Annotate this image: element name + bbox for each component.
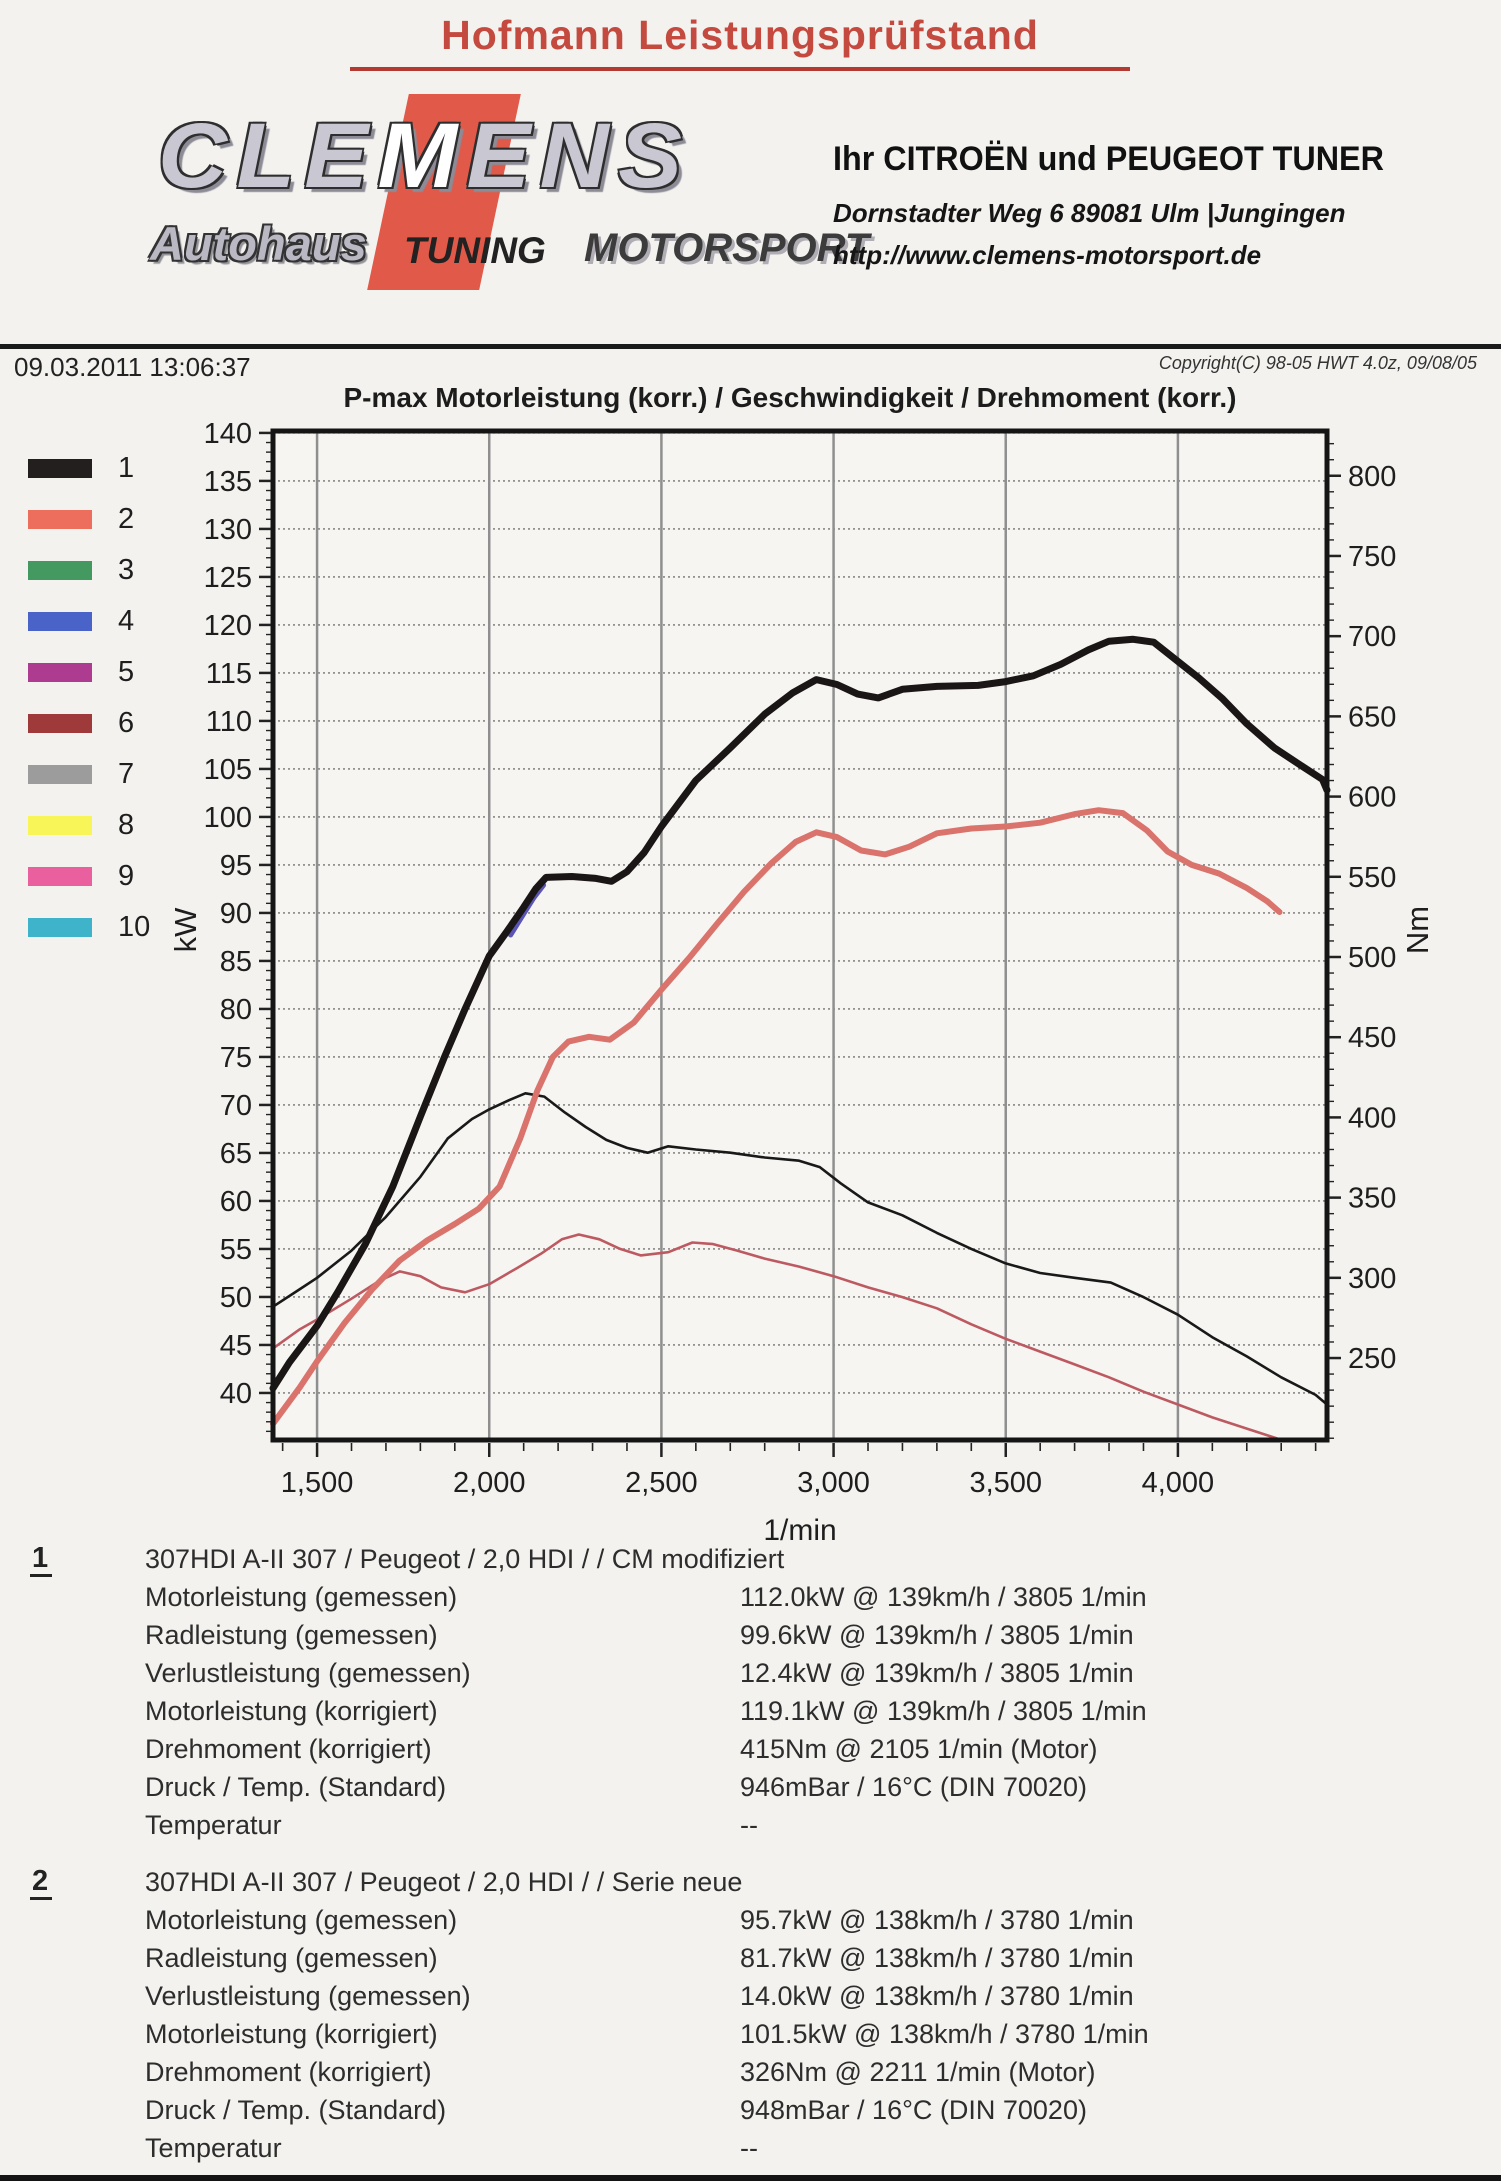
tick-label-rpm: 1,500 [280,1467,354,1499]
result-label: Verlustleistung (gemessen) [145,1981,471,2011]
result-label: Motorleistung (gemessen) [145,1582,458,1612]
tick-label-nm: 450 [1348,1022,1397,1055]
tick-label-rpm: 3,500 [969,1467,1043,1499]
result-row [30,1806,1210,1844]
result-value: 326Nm @ 2211 1/min (Motor) [740,2057,1096,2087]
tick-label-kw: 125 [203,561,252,594]
result-value: 101.5kW @ 138km/h / 3780 1/min [740,2019,1149,2049]
tick-label-kw: 120 [203,609,252,642]
tick-label-kw: 80 [219,993,252,1026]
result-label: Druck / Temp. (Standard) [145,2095,447,2125]
tick-label-kw: 40 [219,1377,252,1410]
result-row [30,1901,1210,1939]
tick-label-nm: 350 [1348,1182,1397,1215]
result-row [30,1654,1210,1692]
result-block-2 [30,1863,1210,2167]
tick-label-nm: 550 [1348,861,1397,894]
result-row [30,1692,1210,1730]
tick-label-nm: 800 [1348,460,1397,493]
legend-label: 2 [118,502,135,535]
result-label: Druck / Temp. (Standard) [145,1772,447,1802]
legend-label: 3 [118,553,135,586]
company-address: Dornstadter Weg 6 89081 Ulm |Jungingen [833,198,1346,228]
legend-label: 7 [118,757,135,790]
company-website: http://www.clemens-motorsport.de [833,240,1262,270]
scan-edge [0,2175,1501,2181]
result-value: 95.7kW @ 138km/h / 3780 1/min [740,1905,1134,1935]
tick-label-rpm: 3,000 [797,1467,870,1499]
company-tagline: Ihr CITROËN und PEUGEOT TUNER [833,140,1384,178]
brand-logo-ens: ENS [466,105,692,207]
result-row [30,2053,1210,2091]
result-label: Temperatur [145,1810,282,1840]
result-label: Motorleistung (korrigiert) [145,1696,438,1726]
result-value: 14.0kW @ 138km/h / 3780 1/min [740,1981,1134,2011]
chart-title: P-max Motorleistung (korr.) / Geschwindigkeit / Drehmoment (korr.) [343,382,1237,413]
legend-label: 8 [118,808,135,841]
tick-label-nm: 400 [1348,1102,1397,1135]
tick-label-kw: 130 [203,513,252,546]
result-label: Drehmoment (korrigiert) [145,1734,432,1764]
tick-label-kw: 60 [219,1185,252,1218]
result-value: -- [740,1810,758,1840]
tick-label-kw: 75 [219,1041,252,1074]
tick-label-rpm: 2,500 [625,1467,698,1499]
result-value: 112.0kW @ 139km/h / 3805 1/min [740,1582,1147,1612]
logo-tuning-label: TUNING [404,230,546,271]
legend-label: 4 [118,604,135,637]
legend-label: 9 [118,859,135,892]
result-row [30,1768,1210,1806]
tick-label-kw: 140 [203,417,252,450]
result-value: -- [740,2133,758,2163]
tick-label-kw: 95 [219,849,252,882]
result-row [30,2091,1210,2129]
run-number: 2 [30,1865,52,1900]
tick-label-nm: 750 [1348,540,1397,573]
legend-label: 1 [118,451,135,484]
tick-label-kw: 65 [219,1137,252,1170]
result-value: 946mBar / 16°C (DIN 70020) [740,1772,1087,1802]
measurement-datetime: 09.03.2011 13:06:37 [14,352,251,382]
result-row [30,1616,1210,1654]
result-row [30,1730,1210,1768]
tick-label-nm: 300 [1348,1262,1397,1295]
result-label: Radleistung (gemessen) [145,1620,438,1650]
tick-label-kw: 50 [219,1281,252,1314]
result-value: 948mBar / 16°C (DIN 70020) [740,2095,1087,2125]
tick-label-rpm: 4,000 [1141,1467,1215,1499]
x-axis-label: 1/min [763,1514,837,1547]
result-row [30,1578,1210,1616]
tick-label-rpm: 2,000 [452,1467,526,1499]
run-number: 1 [30,1542,52,1577]
tick-label-kw: 105 [203,753,252,786]
tick-label-kw: 110 [205,705,252,738]
result-row [30,2129,1210,2167]
result-label: Drehmoment (korrigiert) [145,2057,432,2087]
y-right-axis-label: Nm [1400,905,1435,955]
result-label: Radleistung (gemessen) [145,1943,438,1973]
result-label: Temperatur [145,2133,282,2163]
page-title: Hofmann Leistungsprüfstand [350,12,1130,71]
logo-motorsport-label: MOTORSPORT [584,226,870,270]
tick-label-kw: 135 [203,465,252,498]
vehicle-headline: 307HDI A-II 307 / Peugeot / 2,0 HDI / / Serie neue [145,1867,743,1897]
result-value: 415Nm @ 2105 1/min (Motor) [740,1734,1098,1764]
software-copyright: Copyright(C) 98-05 HWT 4.0z, 09/08/05 [1158,353,1477,373]
tick-label-nm: 600 [1348,781,1397,814]
result-value: 81.7kW @ 138km/h / 3780 1/min [740,1943,1134,1973]
tick-label-kw: 115 [205,657,252,690]
brand-logo-cle: CLE [158,105,378,207]
tick-label-kw: 45 [219,1329,252,1362]
tick-label-nm: 700 [1348,621,1397,654]
y-left-axis-label: kW [168,907,203,953]
result-label: Motorleistung (gemessen) [145,1905,458,1935]
tick-label-nm: 500 [1348,941,1397,974]
tick-label-kw: 70 [219,1089,252,1122]
result-block-1 [30,1540,1210,1844]
tick-label-nm: 650 [1348,701,1397,734]
plot-area [273,431,1327,1440]
tick-label-nm: 250 [1348,1343,1397,1376]
brand-logo-m: M [377,105,467,207]
results-section [30,1540,1210,2181]
result-row [30,1939,1210,1977]
legend-label: 6 [118,706,135,739]
result-value: 119.1kW @ 139km/h / 3805 1/min [740,1696,1147,1726]
result-label: Motorleistung (korrigiert) [145,2019,438,2049]
vehicle-headline: 307HDI A-II 307 / Peugeot / 2,0 HDI / / CM modifiziert [145,1544,785,1574]
result-row [30,1977,1210,2015]
logo-autohaus-label: Autohaus [150,217,367,270]
tick-label-kw: 90 [219,897,252,930]
result-value: 12.4kW @ 139km/h / 3805 1/min [740,1658,1134,1688]
tick-label-kw: 100 [203,801,252,834]
result-row [30,2015,1210,2053]
tick-label-kw: 55 [219,1233,252,1266]
legend-label: 5 [118,655,135,688]
result-label: Verlustleistung (gemessen) [145,1658,471,1688]
result-value: 99.6kW @ 139km/h / 3805 1/min [740,1620,1134,1650]
tick-label-kw: 85 [219,945,252,978]
legend-label: 10 [118,910,151,943]
